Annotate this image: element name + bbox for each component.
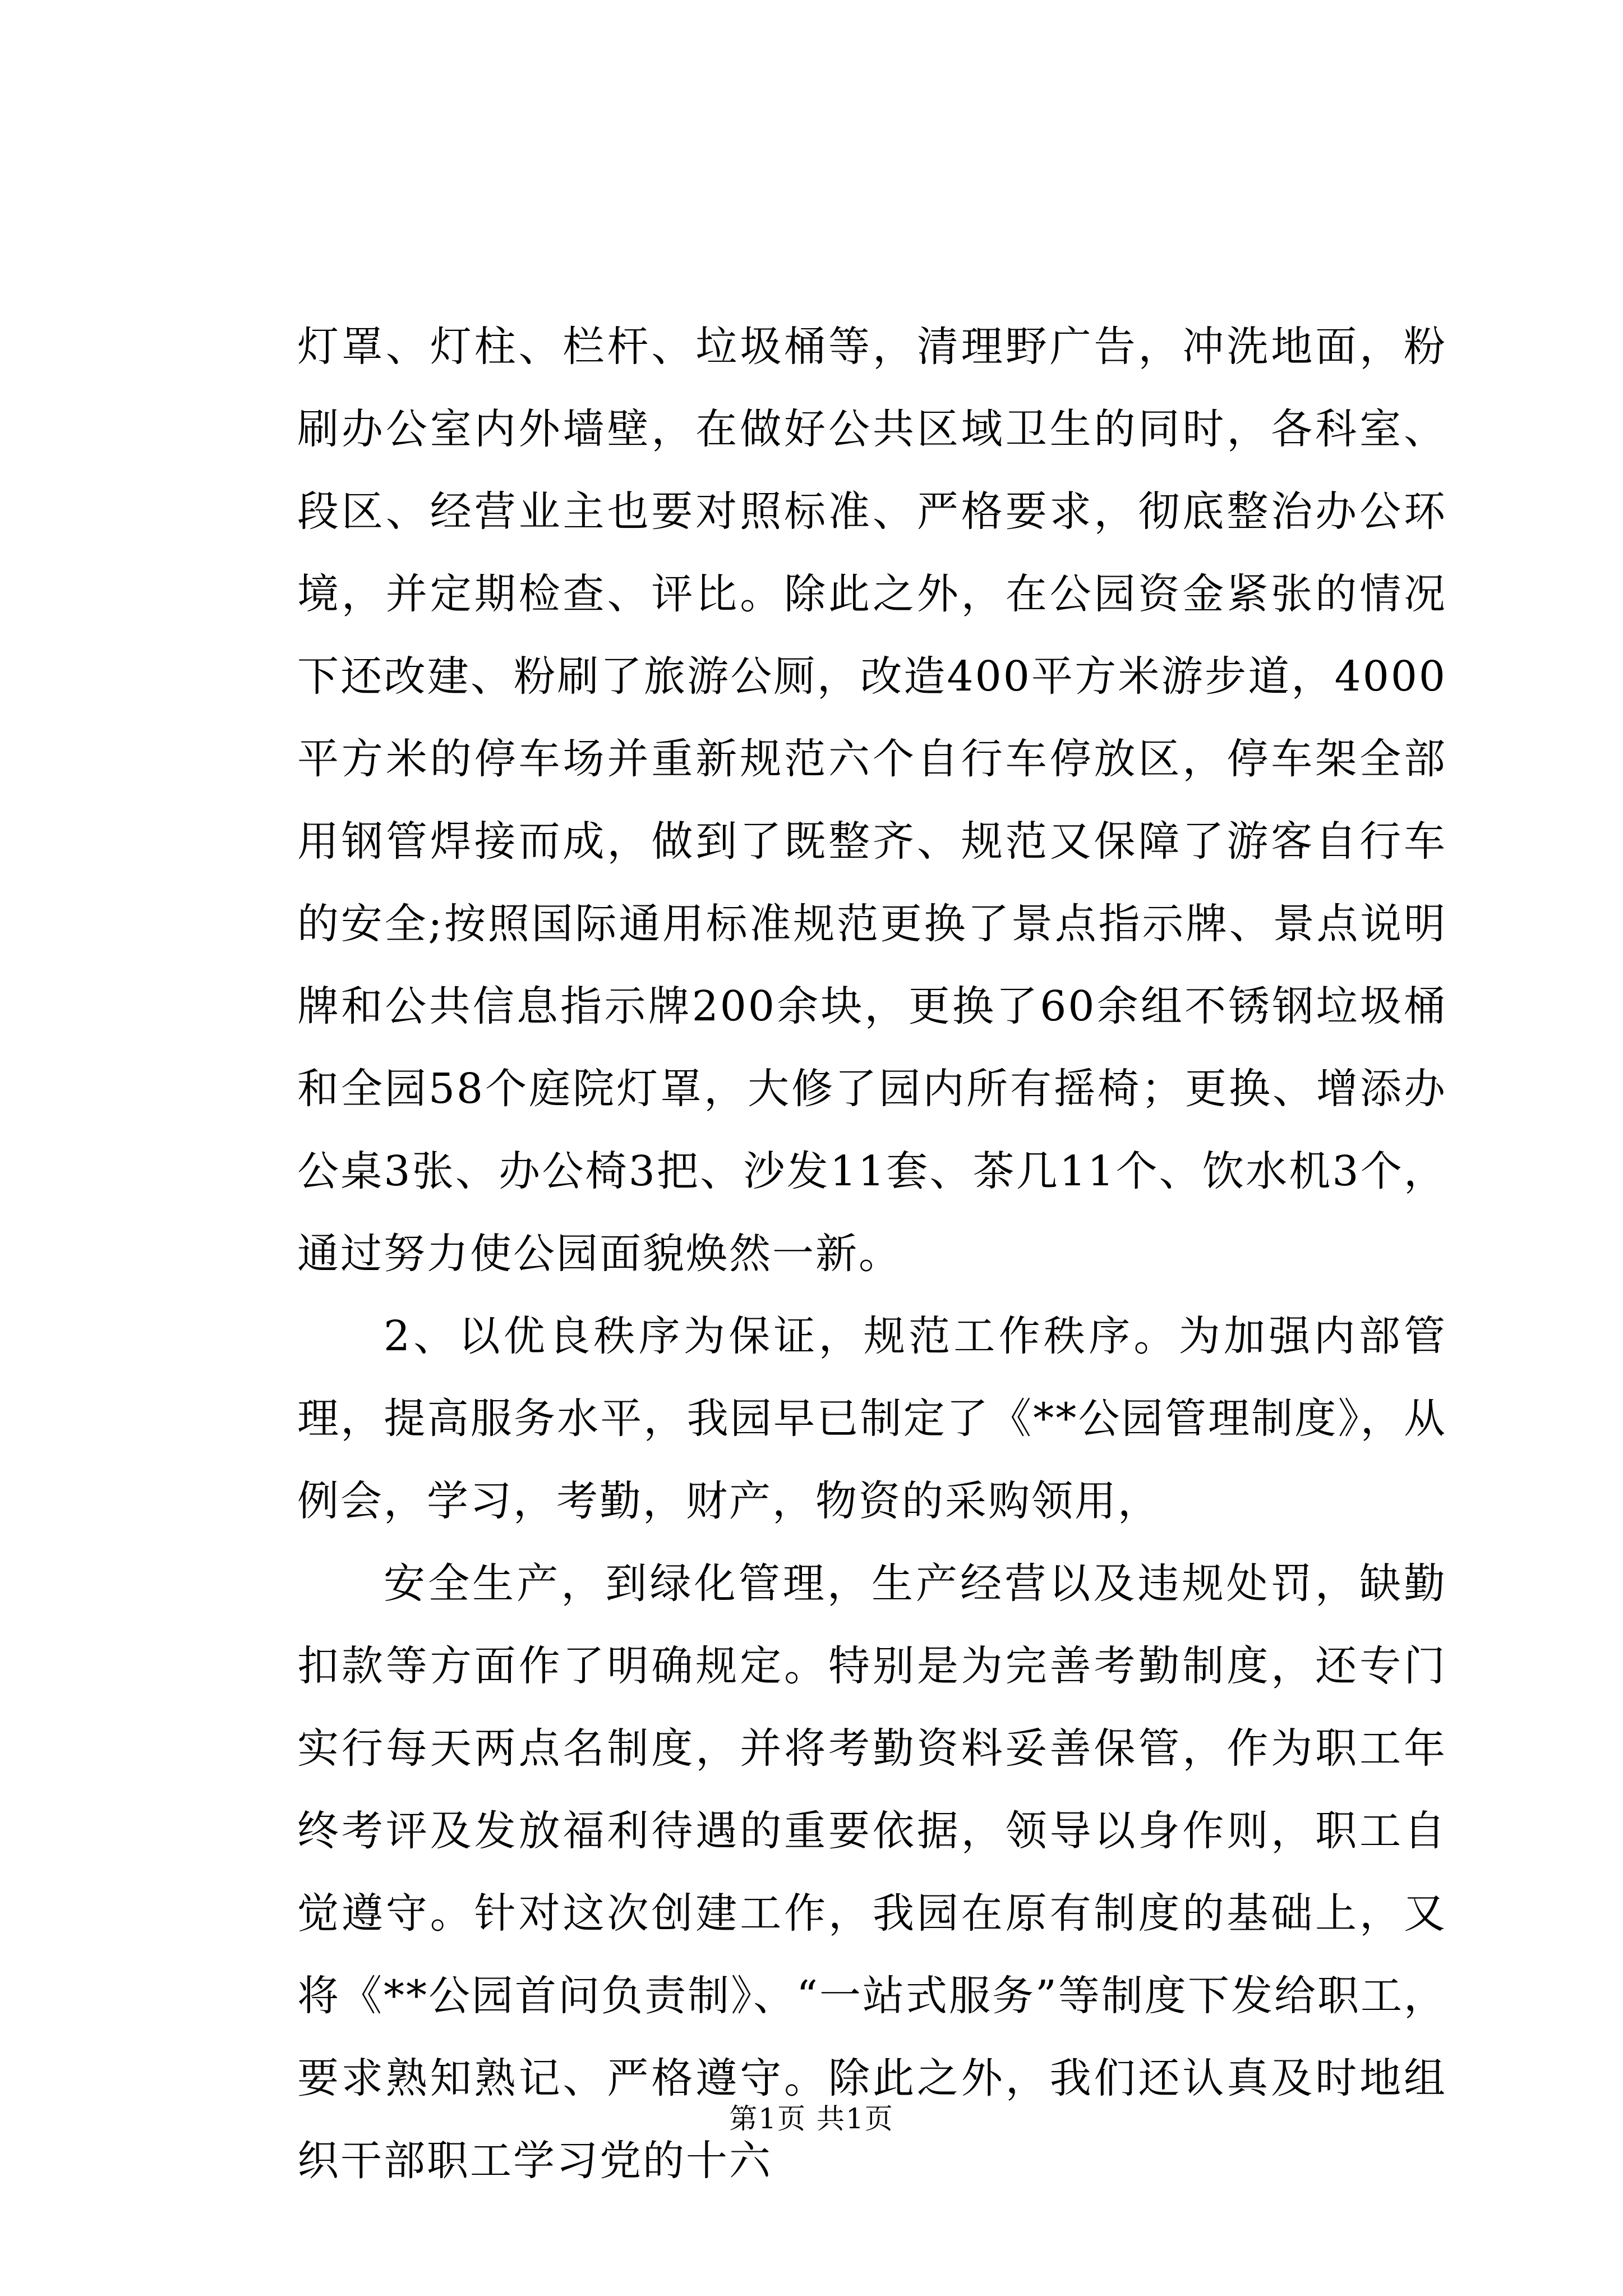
page-footer: 第1页 共1页 [729, 2102, 894, 2135]
paragraph-work-order: 2、以优良秩序为保证，规范工作秩序。为加强内部管理，提高服务水平，我园早已制定了《**公园管理制度》，从例会，学习，考勤，财产，物资的采购领用， [297, 1312, 1447, 1525]
paragraph-continuation: 灯罩、灯柱、栏杆、垃圾桶等，清理野广告，冲洗地面，粉刷办公室内外墙壁，在做好公共区域卫生的同时，各科室、段区、经营业主也要对照标准、严格要求，彻底整治办公环境，并定期检查、评比。除此之外，在公园资金紧张的情况下还改建、粉刷了旅游公厕，改造400平方米游步道，4000平方米的停车场并重新规范六个自行车停放区，停车架全部用钢管焊接而成，做到了既整齐、规范又保障了游客自行车的安全;按照国际通用标准规范更换了景点指示牌、景点说明牌和公共信息指示牌200余块，更换了60余组不锈钢垃圾桶和全园58个庭院灯罩，大修了园内所有摇椅；更换、增添办公桌3张、办公椅3把、沙发11套、茶几11个、饮水机3个，通过努力使公园面貌焕然一新。 [297, 323, 1447, 1278]
paragraph-regulations: 安全生产，到绿化管理，生产经营以及违规处罚，缺勤扣款等方面作了明确规定。特别是为完善考勤制度，还专门实行每天两点名制度，并将考勤资料妥善保管，作为职工年终考评及发放福利待遇的重要依据，领导以身作则，职工自觉遵守。针对这次创建工作，我园在原有制度的基础上，又将《**公园首问负责制》、“一站式服务”等制度下发给职工，要求熟知熟记、严格遵守。除此之外，我们还认真及时地组织干部职工学习党的十六 [297, 1559, 1447, 2185]
document-body [297, 306, 1447, 2202]
